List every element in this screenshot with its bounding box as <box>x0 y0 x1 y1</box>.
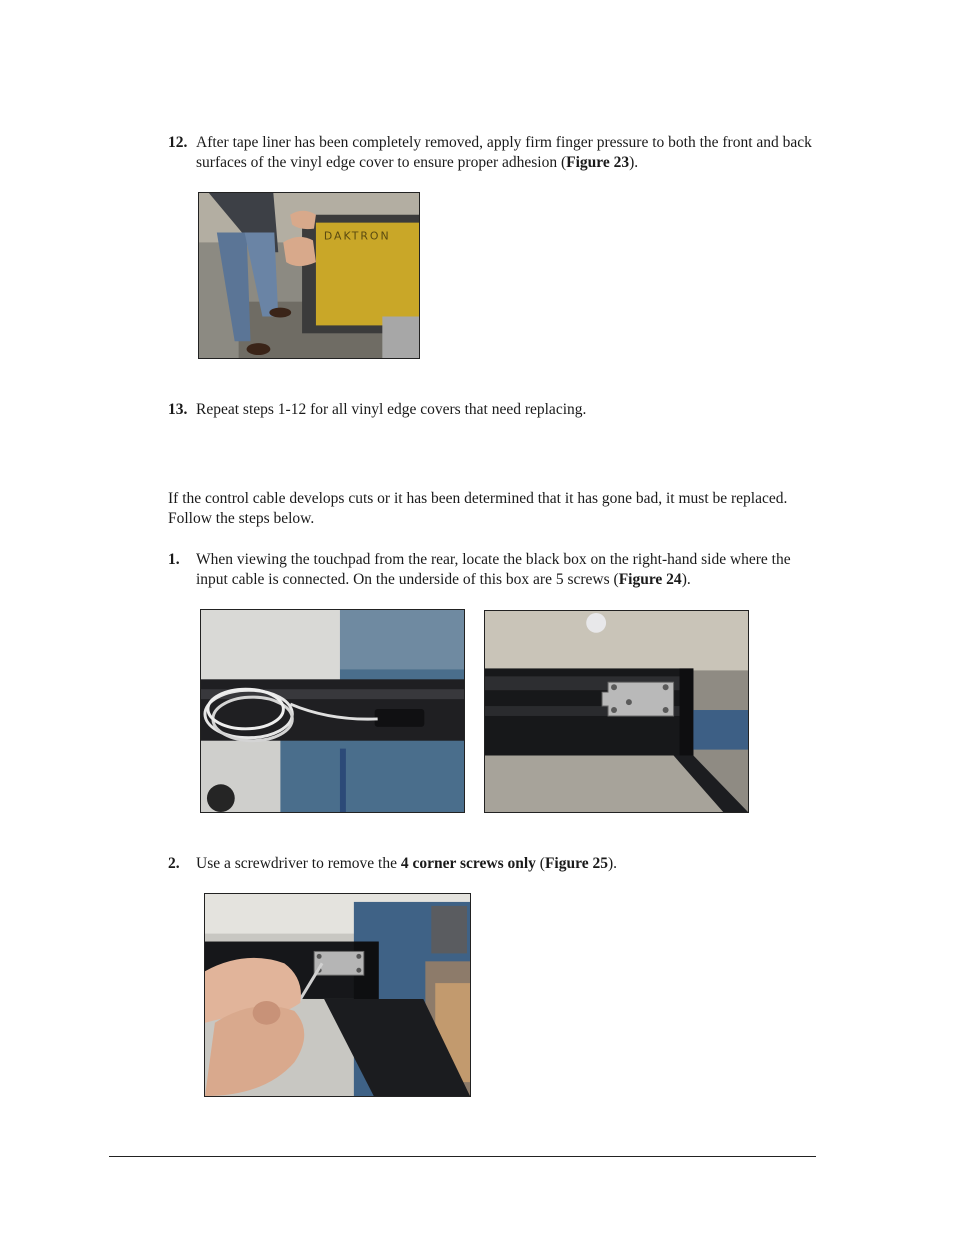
step-2 <box>168 854 818 874</box>
figure-reference: Figure 24 <box>618 571 682 588</box>
figure-24-box-photo <box>484 610 749 813</box>
step-text: Repeat steps 1-12 for all vinyl edge covers that need replacing. <box>196 401 587 418</box>
figure-24-cable-photo <box>200 609 465 813</box>
sign-lettering: DAKTRON <box>323 229 391 243</box>
figure-reference: Figure 23 <box>566 154 630 171</box>
step-text: When viewing the touchpad from the rear, locate the black box on the right-hand side where the input cable is connected. On the underside of this box are 5 screws (Figure 24). <box>196 551 791 588</box>
step-number: 12. <box>168 134 188 151</box>
emphasis-text: 4 corner screws only <box>400 855 536 872</box>
step-12 <box>168 133 818 173</box>
figure-25-photo <box>204 893 471 1097</box>
step-number: 2. <box>168 855 180 872</box>
step-number: 13. <box>168 401 188 418</box>
step-number: 1. <box>168 551 180 568</box>
footer-rule <box>109 1156 816 1157</box>
step-text: After tape liner has been completely removed, apply firm finger pressure to both the front and back surfaces of the vinyl edge cover to ensure proper adhesion (Figure 23). <box>196 134 812 171</box>
figure-reference: Figure 25 <box>544 855 608 872</box>
intro-paragraph: If the control cable develops cuts or it has been determined that it has gone bad, it must be replaced. Follow the steps below. <box>168 490 788 527</box>
figure-23-photo <box>198 192 420 359</box>
step-1 <box>168 550 818 590</box>
step-13 <box>168 400 818 420</box>
step-text: Use a screwdriver to remove the 4 corner screws only (Figure 25). <box>196 855 617 872</box>
